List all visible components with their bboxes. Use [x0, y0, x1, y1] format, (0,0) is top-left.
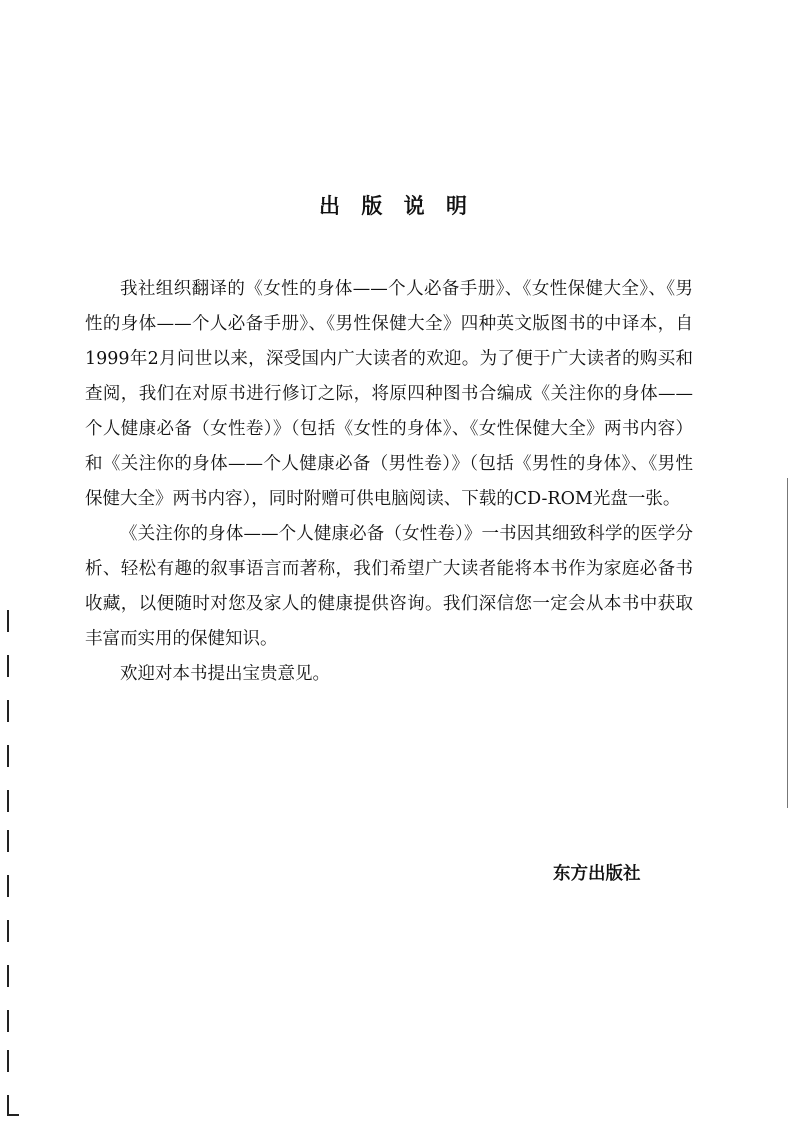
paragraph-3: 欢迎对本书提出宝贵意见。: [120, 664, 330, 684]
scan-edge-mark: [7, 830, 9, 852]
body-text: [85, 272, 693, 692]
scan-edge-mark: [7, 965, 9, 987]
publisher-signature: 东方出版社: [553, 864, 641, 884]
scan-edge-mark: [7, 920, 9, 942]
scan-edge-mark: [7, 655, 9, 677]
scan-edge-rule: [787, 478, 788, 808]
paragraph-1: 我社组织翻译的《女性的身体——个人必备手册》、《女性保健大全》、《男性的身体——个人必备手册》、《男性保健大全》四种英文版图书的中译本，自1999年2月问世以来，深受国内广大读者的欢迎。为了便于广大读者的购买和查阅，我们在对原书进行修订之际，将原四种图书合编成《关注你的身体——个人健康必备（女性卷）》（包括《女性的身体》、《女性保健大全》两书内容）和《关注你的身体——个人健康必备（男性卷）》（包括《男性的身体》、《男性保健大全》两书内容），同时附赠可供电脑阅读、下载的CD-ROM光盘一张。: [85, 279, 693, 509]
scan-edge-mark: [7, 875, 9, 897]
scan-edge-mark: [7, 610, 9, 632]
scan-edge-mark: [7, 745, 9, 767]
scan-edge-mark: [7, 1010, 9, 1032]
scan-corner-mark: [7, 1114, 19, 1116]
scan-edge-mark: [7, 700, 9, 722]
page-title: 出 版 说 明: [319, 194, 474, 218]
paragraph-2: 《关注你的身体——个人健康必备（女性卷）》一书因其细致科学的医学分析、轻松有趣的叙事语言而著称，我们希望广大读者能将本书作为家庭必备书收藏，以便随时对您及家人的健康提供咨询。我们深信您一定会从本书中获取丰富而实用的保健知识。: [85, 524, 693, 649]
scan-edge-mark: [7, 1050, 9, 1072]
scan-edge-mark: [7, 790, 9, 812]
scan-edge-mark: [7, 1095, 9, 1115]
